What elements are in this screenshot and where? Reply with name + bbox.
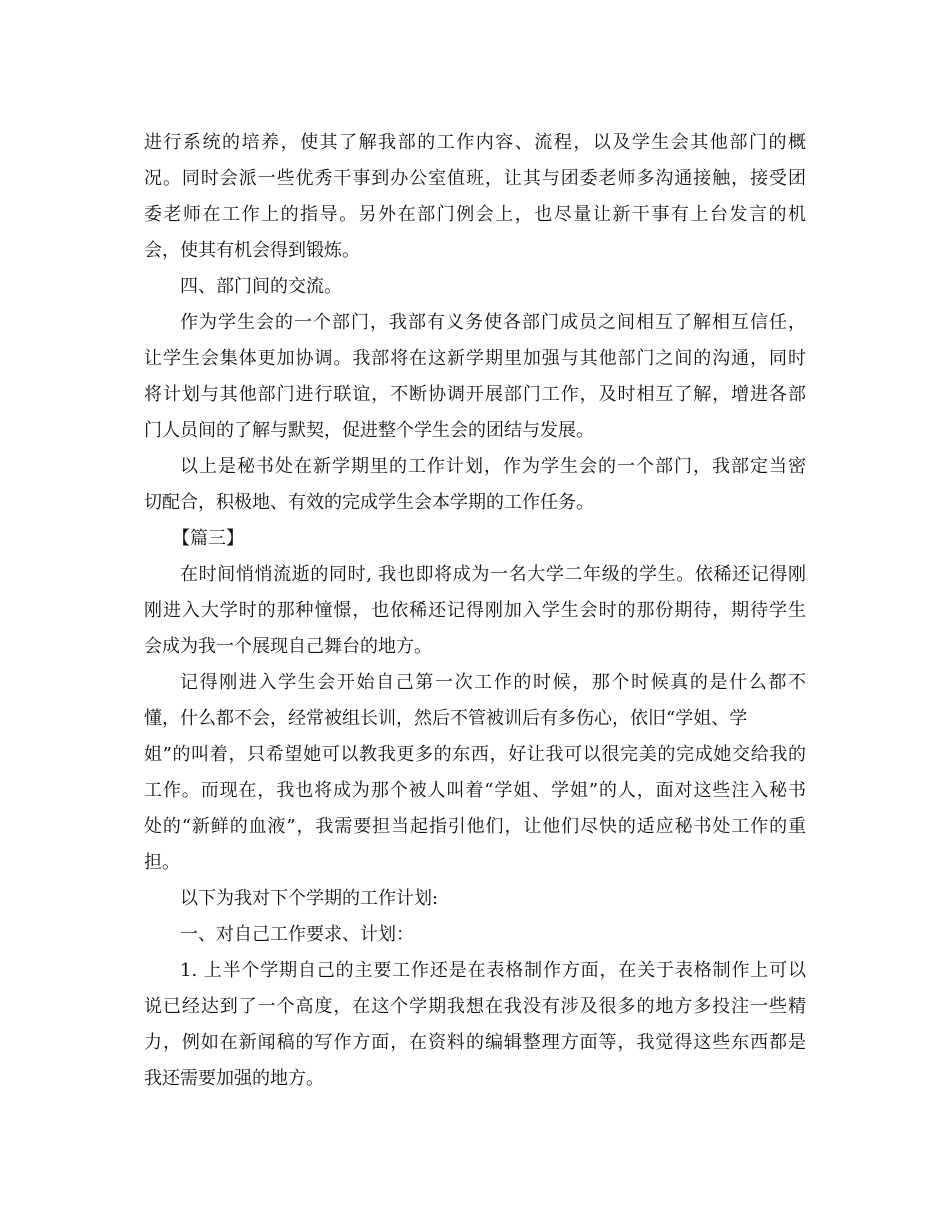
text-line: 会成为我一个展现自己舞台的地方。 bbox=[144, 636, 432, 657]
text-line: 委老师在工作上的指导。另外在部门例会上，也尽量让新干事有上台发言的机 bbox=[144, 204, 806, 225]
text-line: 我还需要加强的地方。 bbox=[144, 1068, 324, 1089]
text-line: 1. 上半个学期自己的主要工作还是在表格制作方面，在关于表格制作上可以 bbox=[180, 960, 806, 981]
text-line: 一、对自己工作要求、计划： bbox=[180, 924, 414, 945]
text-line: 将计划与其他部门进行联谊，不断协调开展部门工作，及时相互了解，增进各部 bbox=[144, 384, 806, 405]
text-line: 况。同时会派一些优秀干事到办公室值班，让其与团委老师多沟通接触，接受团 bbox=[144, 168, 806, 189]
text-line: 会，使其有机会得到锻炼。 bbox=[144, 240, 360, 261]
text-line: 四、部门间的交流。 bbox=[180, 276, 342, 297]
text-line: 懂，什么都不会，经常被组长训，然后不管被训后有多伤心，依旧“学姐、学 bbox=[144, 708, 748, 729]
text-line: 处的“新鲜的血液”，我需要担当起指引他们，让他们尽快的适应秘书处工作的重 bbox=[144, 816, 806, 837]
text-line: 以上是秘书处在新学期里的工作计划，作为学生会的一个部门，我部定当密 bbox=[180, 456, 806, 477]
section-heading: 【篇三】 bbox=[172, 528, 244, 549]
text-line: 门人员间的了解与默契，促进整个学生会的团结与发展。 bbox=[144, 420, 594, 441]
text-line: 在时间悄悄流逝的同时, 我也即将成为一名大学二年级的学生。依稀还记得刚 bbox=[180, 564, 806, 585]
text-line: 让学生会集体更加协调。我部将在这新学期里加强与其他部门之间的沟通，同时 bbox=[144, 348, 806, 369]
text-line: 姐”的叫着，只希望她可以教我更多的东西，好让我可以很完美的完成她交给我的 bbox=[144, 744, 806, 765]
text-line: 记得刚进入学生会开始自己第一次工作的时候，那个时候真的是什么都不 bbox=[180, 672, 806, 693]
text-line: 切配合，积极地、有效的完成学生会本学期的工作任务。 bbox=[144, 492, 594, 513]
text-line: 刚进入大学时的那种憧憬，也依稀还记得刚加入学生会时的那份期待，期待学生 bbox=[144, 600, 806, 621]
text-line: 进行系统的培养，使其了解我部的工作内容、流程，以及学生会其他部门的概 bbox=[144, 132, 806, 153]
text-line: 担。 bbox=[144, 852, 180, 873]
text-line: 以下为我对下个学期的工作计划: bbox=[180, 888, 439, 909]
document-body bbox=[144, 125, 806, 1097]
text-line: 说已经达到了一个高度，在这个学期我想在我没有涉及很多的地方多投注一些精 bbox=[144, 996, 806, 1017]
text-line: 力，例如在新闻稿的写作方面，在资料的编辑整理方面等，我觉得这些东西都是 bbox=[144, 1032, 806, 1053]
text-line: 作为学生会的一个部门，我部有义务使各部门成员之间相互了解相互信任， bbox=[180, 312, 806, 333]
text-line: 工作。而现在，我也将成为那个被人叫着“学姐、学姐”的人，面对这些注入秘书 bbox=[144, 780, 806, 801]
